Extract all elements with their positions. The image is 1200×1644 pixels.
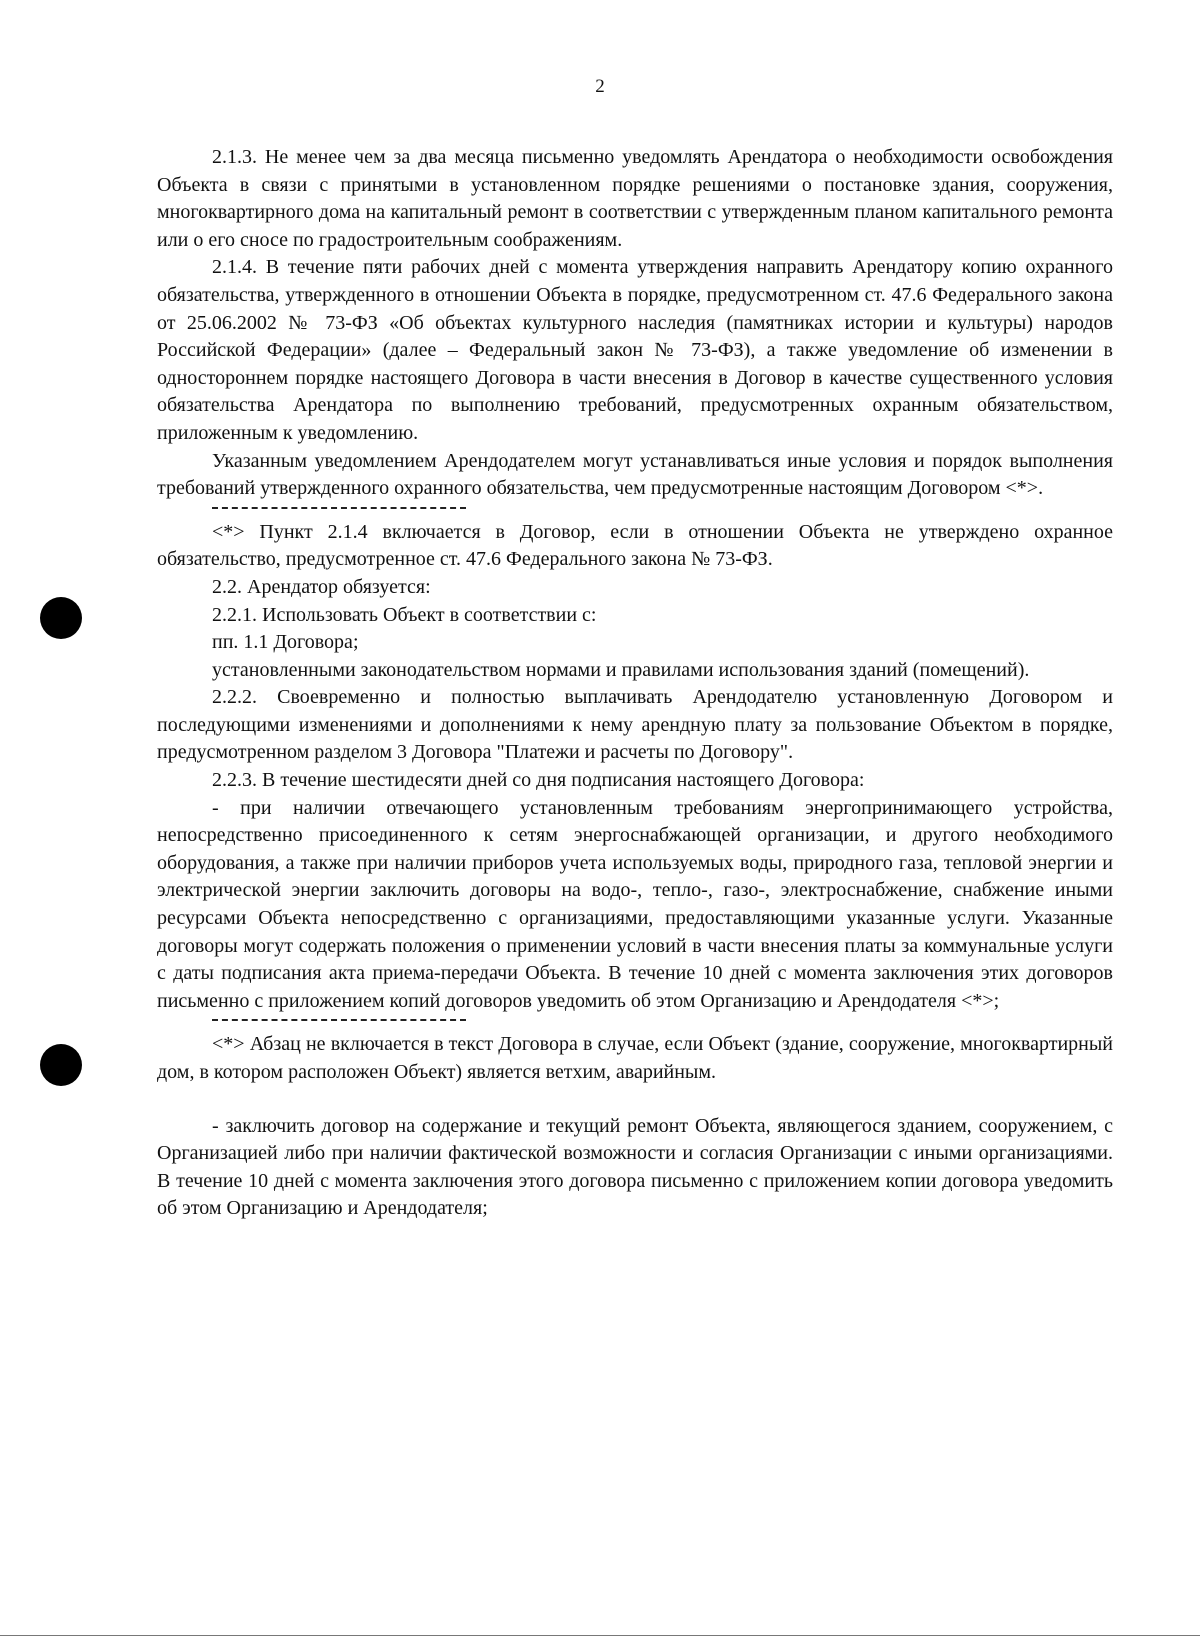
footnote-separator [212,1019,466,1021]
scan-edge-line [0,1635,1200,1636]
clause-2-2-1: 2.2.1. Использовать Объект в соответствии с: [212,603,597,626]
clause-2-1-4-note: Указанным уведомлением Арендодателем могут устанавливаться иные условия и порядок выполнения требований утвержденного охранного обязательства, чем предусмотренные настоящим Договором <*>. [157,449,1113,500]
clause-2-2-2: 2.2.2. Своевременно и полностью выплачивать Арендодателю установленную Договором и последующими изменениями и дополнениями к нему арендную плату за пользование Объектом в порядке, предусмотренном разделом 3 Договора "Платежи и расчеты по Договору". [157,686,1113,764]
clause-2-1-3: 2.1.3. Не менее чем за два месяца письменно уведомлять Арендатора о необходимости освобождения Объекта в связи с принятыми в установленном порядке решениями о постановке здания, сооружения, многоквартирного дома на капитальный ремонт в соответствии с утвержденным планом капитального ремонта или о его сносе по градостроительным соображениям. [157,146,1113,251]
footnote-clause-2-1-4: <*> Пункт 2.1.4 включается в Договор, если в отношении Объекта не утверждено охранное обязательство, предусмотренное ст. 47.6 Федерального закона № 73-ФЗ. [157,520,1113,571]
clause-2-2: 2.2. Арендатор обязуется: [212,575,431,598]
clause-2-2-1-item-1: пп. 1.1 Договора; [212,631,359,654]
footnote-abzac: <*> Абзац не включается в текст Договора в случае, если Объект (здание, сооружение, многоквартирный дом, в котором расположен Объект) является ветхим, аварийным. [157,1033,1113,1083]
clause-2-2-3: 2.2.3. В течение шестидесяти дней со дня подписания настоящего Договора: [212,769,865,792]
clause-2-2-1-item-2: установленными законодательством нормами и правилами использования зданий (помещений). [212,658,1030,681]
hole-punch-mark [40,1044,82,1086]
clause-2-1-4: 2.1.4. В течение пяти рабочих дней с момента утверждения направить Арендатору копию охранного обязательства, утвержденного в отношении Объекта в порядке, предусмотренном ст. 47.6 Федерального закона от 25.06.2002 № 73-ФЗ «Об объектах культурного наследия (памятниках истории и культуры) народов Российской Федерации» (далее – Федеральный закон № 73-ФЗ), а также уведомление об изменении в одностороннем порядке настоящего Договора в части внесения в Договор в качестве существенного условия обязательства Арендатора по выполнению требований, предусмотренных охранным обязательством, приложенным к уведомлению. [157,256,1113,444]
footnote-separator [212,507,466,509]
hole-punch-mark [40,597,82,639]
clause-2-2-3-item-maintenance: - заключить договор на содержание и текущий ремонт Объекта, являющегося зданием, сооружением, с Организацией либо при наличии фактической возможности и согласия Организации с иными организациями. В течение 10 дней с момента заключения этого договора письменно с приложением копии договора уведомить об этом Организацию и Арендодателя; [157,1114,1113,1220]
page-number: 2 [595,76,605,97]
clause-2-2-3-item-utilities: - при наличии отвечающего установленным требованиям энергопринимающего устройства, непосредственно присоединенного к сетям энергоснабжающей организации, и другого необходимого оборудования, а также при наличии приборов учета используемых воды, природного газа, тепловой энергии и электрической энергии заключить договоры на водо-, тепло-, газо-, электроснабжение, снабжение иными ресурсами Объекта непосредственно с организациями, предоставляющими указанные услуги. Указанные договоры могут содержать положения о применении условий в части внесения платы за коммунальные услуги с даты подписания акта приема-передачи Объекта. В течение 10 дней с момента заключения этих договоров письменно с приложением копий договоров уведомить об этом Организацию и Арендодателя <*>; [157,796,1113,1012]
document-body [157,144,1113,1223]
